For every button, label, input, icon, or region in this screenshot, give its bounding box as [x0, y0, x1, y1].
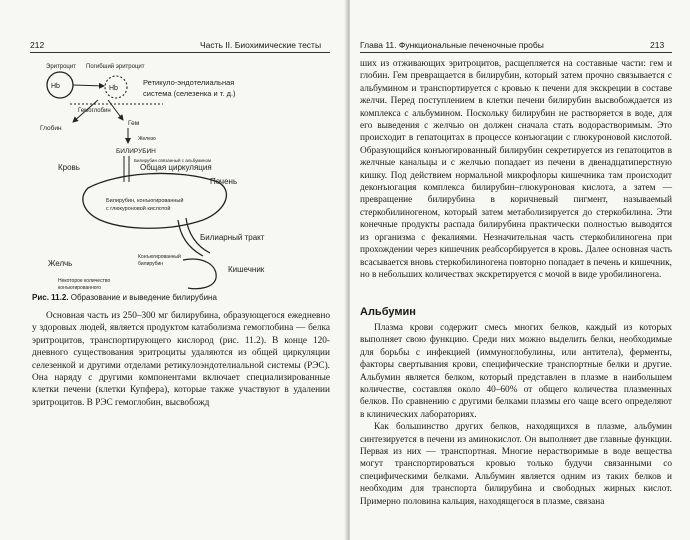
some-amount-2: конъюгированного [58, 285, 102, 290]
header-rule-right [360, 52, 672, 53]
hb-dotted-label: Hb [109, 85, 118, 92]
header-rule-left [30, 52, 330, 53]
hb-label: Hb [51, 83, 60, 90]
conj-bili-2: билирубин [138, 261, 164, 267]
liver-conj-1: Билирубин, конъюгированный [106, 198, 184, 204]
intestine-label: Кишечник [228, 265, 265, 274]
liver-conj-2: с глюкуроновой кислотой [106, 206, 171, 212]
bilirubin-label: БИЛИРУБИН [116, 148, 156, 155]
hemoglobin-label: Гемоглобин [78, 108, 111, 114]
lost-erythrocyte-label: Погибший эритроцит [86, 64, 145, 70]
right-paragraph-3: Как большинство других белков, находящихся в плазме, альбумин синтезируется в печени из аминокислот. Он выполняет две главные функции. Первая из них — транспортная. Многие нерастворимые в воде вещества могут транспортироваться кровью только будучи связанными со специфическими белками. Альбумин является одним из таких белков и необходим для транспорта билирубина и свободных жирных кислот. Примерно половина кальция, находящегося в плазме, связана [360, 422, 672, 507]
running-head-left: Часть II. Биохимические тесты [200, 40, 322, 50]
bilirubin-figure [28, 60, 338, 290]
heme-label: Гем [128, 120, 140, 127]
page-number-left: 212 [30, 40, 45, 50]
caption-label: Рис. 11.2. [32, 293, 69, 302]
res-label-2: система (селезенка и т. д.) [143, 89, 236, 98]
general-circulation-label: Общая циркуляция [140, 163, 212, 172]
left-paragraph: Основная часть из 250–300 мг билирубина, образующегося ежедневно у здоровых людей, является продуктом катаболизма гемоглобина — белка эритроцитов, транспортирующего кислород (рис. 11.2). В конце 120-дневного существования эритроциты удаляются из общей циркуляции селезенкой и другими отделами ретикулоэндотелиальной системы (РЭС). Она наряду с другими компонентами включает специализированные клетки печени (клетки Купфера), которые также участвуют в удалении эритроцитов. В РЭС гемоглобин, высвобожд [32, 311, 330, 408]
section-title: Альбумин [360, 306, 416, 318]
conj-bili-1: Конъюгированный [138, 254, 181, 260]
right-page [350, 0, 690, 540]
globin-label: Глобин [40, 125, 62, 132]
running-head-right: Глава 11. Функциональные печеночные пробы [360, 40, 544, 50]
intestine-shape [183, 259, 216, 289]
right-body-bottom [360, 322, 672, 508]
page-number-right: 213 [650, 40, 665, 50]
bile-label: Желчь [48, 259, 73, 268]
left-body-text [32, 310, 330, 409]
liver-label: Печень [210, 177, 238, 186]
blood-label: Кровь [58, 163, 80, 172]
caption-text: Образование и выведение билирубина [70, 293, 217, 302]
erythrocyte-label: Эритроцит [46, 64, 76, 70]
albumin-bound-label: Билирубин связанный с альбумином [134, 158, 212, 163]
some-amount-1: Некоторое количество [58, 278, 111, 284]
iron-label: Железо [138, 136, 156, 142]
right-paragraph-2: Плазма крови содержит смесь многих белков, каждый из которых выполняет свою функцию. Среди них можно выделить белки, необходимые для борьбы с инфекцией (иммуноглобулины, или антитела), ферменты, факторы свертывания крови, специфические транспортные белки и другие. Альбумин является белком, который представлен в плазме в наибольшем количестве, составляя около 40–60% от общего количества плазменных белков. По сравнению с другими белками плазмы его чаще всего определяют в клинических лабораториях. [360, 323, 672, 420]
figure-caption [32, 293, 217, 302]
biliary-tract-label: Билиарный тракт [200, 233, 265, 242]
right-paragraph-1: ших из отживающих эритроцитов, расщепляется на составные части: гем и глобин. Гем превращается в билирубин, который затем прочно связывается с альбумином и транспортируется с кровью к печени для экскреции в составе желчи. Перед поступлением в клетки печени билирубин высвобождается из комплекса с альбумином. Поскольку билирубин не растворяется в воде, для его выведения с желчью он должен сначала стать водорастворимым. Это происходит в гепатоцитах в процессе конъюгации с глюкуроновой кислотой. Образующийся конъюгированный билирубин секретируется из гепатоцитов в желчные канальцы и с желчью попадает из печени в двенадцатиперстную кишку. Под действием нормальной микрофлоры кишечника там происходит деконъюгация комплекса билирубин–глюкуроновая кислота, а затем — превращение билирубина в коричневый пигмент, называемый стеркобилиногеном, который затем метаболизируется до стеркобилина. Эти конечные продукты распада билирубина практически полностью выводятся из организма с фекалиями. Незначительная часть стеркобилиногена при прохождении через кишечник реабсорбируется в кровь. Далее основная часть всасывается вновь стеркобилиногена повторно попадает в печень и кишечник, но в небольших количествах экскретируется с мочой в виде уробилиногена. [360, 59, 672, 280]
res-label-1: Ретикуло-эндотелиальная [143, 78, 235, 87]
right-body-top [360, 58, 672, 281]
